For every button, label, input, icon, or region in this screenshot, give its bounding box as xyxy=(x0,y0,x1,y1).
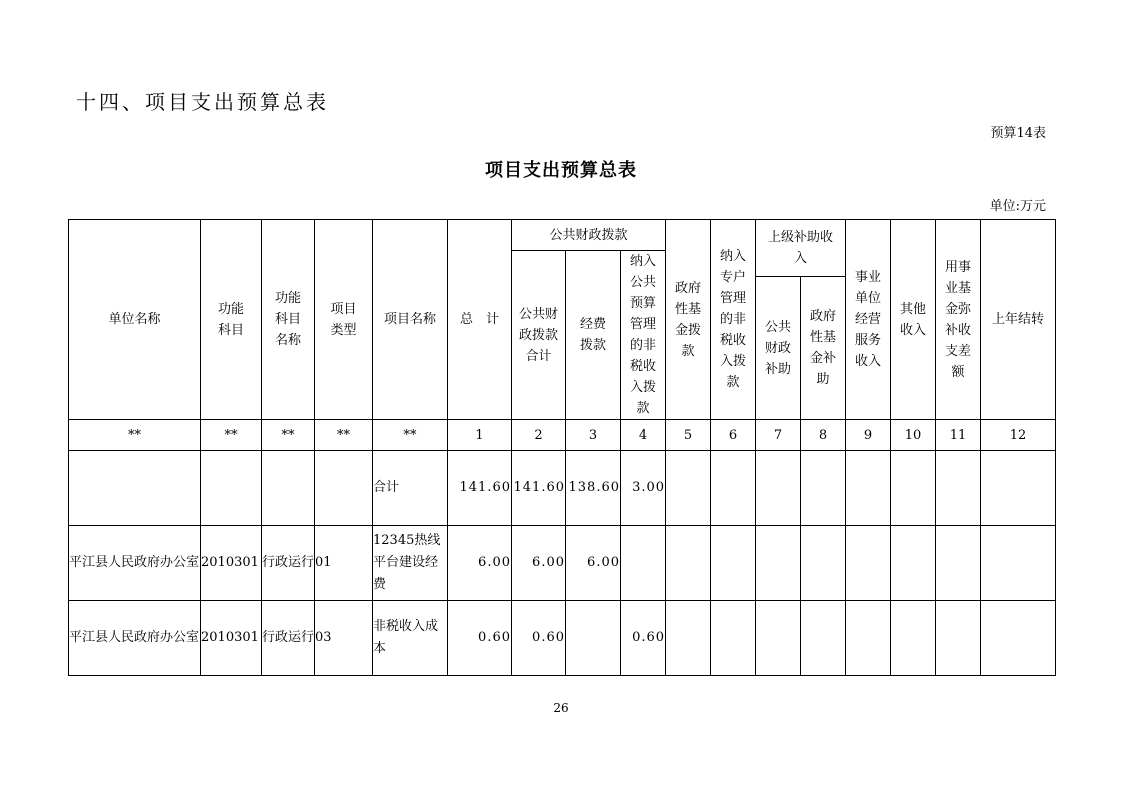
cell-special-nontax xyxy=(711,451,756,526)
header-pf-nontax: 纳入公共预算管理的非税收入拨款 xyxy=(621,251,666,420)
form-number: 预算14表 xyxy=(990,126,1046,141)
unit-label: 单位:万元 xyxy=(989,199,1046,214)
column-number: ** xyxy=(373,420,448,451)
header-func-code: 功能科目 xyxy=(201,220,262,420)
cell-func-code xyxy=(201,451,262,526)
cell-project-type: 01 xyxy=(315,526,373,601)
cell-business-income xyxy=(846,601,891,676)
cell-project-type xyxy=(315,451,373,526)
cell-sub-gov-fund xyxy=(801,601,846,676)
cell-carryover xyxy=(981,451,1056,526)
column-number: 1 xyxy=(448,420,512,451)
header-func-name: 功能科目名称 xyxy=(262,220,315,420)
cell-total: 6.00 xyxy=(448,526,512,601)
cell-project-name: 非税收入成本 xyxy=(373,601,448,676)
budget-table xyxy=(68,219,1056,676)
column-number: 3 xyxy=(566,420,621,451)
header-gov-fund: 政府性基金拨款 xyxy=(666,220,711,420)
cell-unit-name: 平江县人民政府办公室 xyxy=(69,601,201,676)
cell-pf-funds xyxy=(566,601,621,676)
column-number: ** xyxy=(315,420,373,451)
column-number: 4 xyxy=(621,420,666,451)
table-row xyxy=(69,601,1056,676)
cell-pf-funds: 6.00 xyxy=(566,526,621,601)
cell-unit-name xyxy=(69,451,201,526)
cell-pf-nontax: 3.00 xyxy=(621,451,666,526)
cell-pf-total: 6.00 xyxy=(512,526,566,601)
cell-carryover xyxy=(981,601,1056,676)
cell-func-name: 行政运行 xyxy=(262,526,315,601)
header-sub-public: 公共财政补助 xyxy=(756,277,801,420)
column-number: 8 xyxy=(801,420,846,451)
header-other-income: 其他收入 xyxy=(891,220,936,420)
cell-pf-nontax xyxy=(621,526,666,601)
page-number: 26 xyxy=(553,701,569,715)
header-business-income: 事业单位经营服务收入 xyxy=(846,220,891,420)
cell-func-name: 行政运行 xyxy=(262,601,315,676)
cell-gov-fund xyxy=(666,526,711,601)
cell-carryover xyxy=(981,526,1056,601)
cell-project-type: 03 xyxy=(315,601,373,676)
cell-other-income xyxy=(891,451,936,526)
cell-sub-public xyxy=(756,601,801,676)
cell-special-nontax xyxy=(711,526,756,601)
cell-unit-name: 平江县人民政府办公室 xyxy=(69,526,201,601)
column-number: ** xyxy=(201,420,262,451)
cell-gov-fund xyxy=(666,601,711,676)
column-number: 5 xyxy=(666,420,711,451)
cell-other-income xyxy=(891,526,936,601)
table-row-total xyxy=(69,451,1056,526)
cell-total: 0.60 xyxy=(448,601,512,676)
cell-sub-gov-fund xyxy=(801,451,846,526)
column-number: 9 xyxy=(846,420,891,451)
header-special-nontax: 纳入专户管理的非税收入拨款 xyxy=(711,220,756,420)
cell-project-name: 12345热线平台建设经费 xyxy=(373,526,448,601)
cell-special-nontax xyxy=(711,601,756,676)
cell-business-income xyxy=(846,526,891,601)
cell-func-name xyxy=(262,451,315,526)
cell-fund-gap xyxy=(936,601,981,676)
header-sub-gov-fund: 政府性基金补助 xyxy=(801,277,846,420)
column-number: 2 xyxy=(512,420,566,451)
cell-pf-total: 0.60 xyxy=(512,601,566,676)
cell-project-name: 合计 xyxy=(373,451,448,526)
column-number: 6 xyxy=(711,420,756,451)
cell-sub-gov-fund xyxy=(801,526,846,601)
header-project-name: 项目名称 xyxy=(373,220,448,420)
column-number: ** xyxy=(262,420,315,451)
cell-pf-nontax: 0.60 xyxy=(621,601,666,676)
cell-total: 141.60 xyxy=(448,451,512,526)
header-pf-funds: 经费拨款 xyxy=(566,251,621,420)
cell-other-income xyxy=(891,601,936,676)
cell-fund-gap xyxy=(936,526,981,601)
header-total: 总 计 xyxy=(448,220,512,420)
header-project-type: 项目类型 xyxy=(315,220,373,420)
cell-sub-public xyxy=(756,526,801,601)
cell-business-income xyxy=(846,451,891,526)
table-row xyxy=(69,526,1056,601)
cell-pf-total: 141.60 xyxy=(512,451,566,526)
cell-fund-gap xyxy=(936,451,981,526)
column-number-row xyxy=(69,420,1056,451)
column-number: 7 xyxy=(756,420,801,451)
column-number: ** xyxy=(69,420,201,451)
header-unit-name: 单位名称 xyxy=(69,220,201,420)
cell-sub-public xyxy=(756,451,801,526)
section-title: 十四、项目支出预算总表 xyxy=(76,90,329,114)
cell-func-code: 2010301 xyxy=(201,526,262,601)
column-number: 12 xyxy=(981,420,1056,451)
header-superior-subsidy: 上级补助收入 xyxy=(756,220,846,277)
header-public-finance: 公共财政拨款 xyxy=(512,220,666,251)
cell-pf-funds: 138.60 xyxy=(566,451,621,526)
table-title: 项目支出预算总表 xyxy=(485,160,637,181)
header-carryover: 上年结转 xyxy=(981,220,1056,420)
header-fund-gap: 用事业基金弥补收支差额 xyxy=(936,220,981,420)
column-number: 11 xyxy=(936,420,981,451)
header-pf-total: 公共财政拨款合计 xyxy=(512,251,566,420)
cell-gov-fund xyxy=(666,451,711,526)
cell-func-code: 2010301 xyxy=(201,601,262,676)
column-number: 10 xyxy=(891,420,936,451)
